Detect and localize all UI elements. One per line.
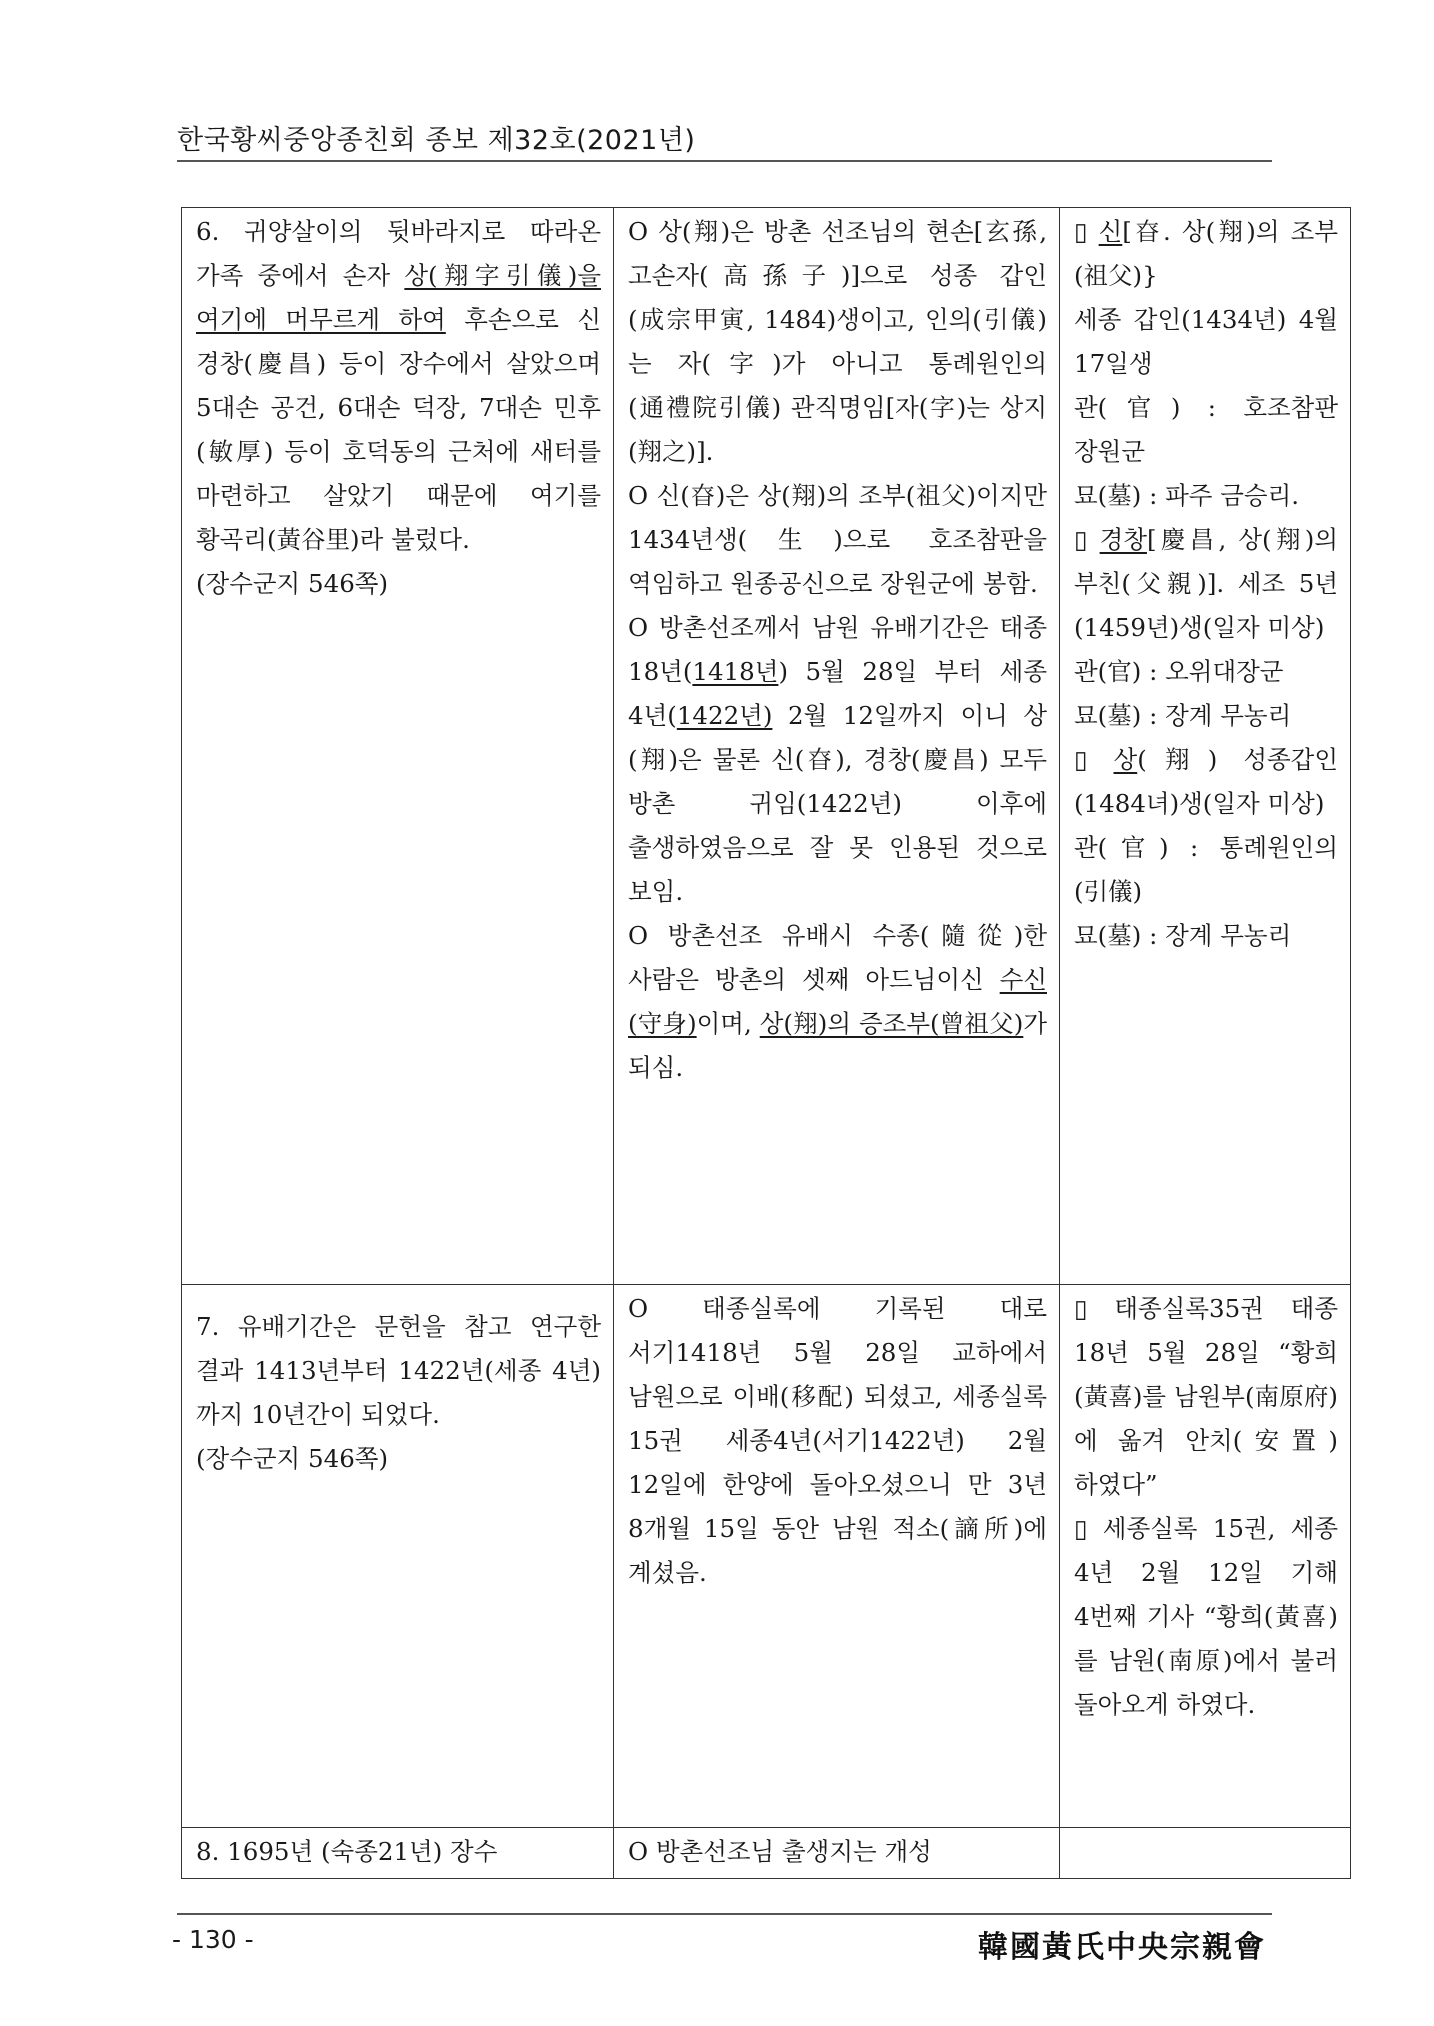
text-run: 묘(墓) : 파주 금승리. xyxy=(1074,481,1300,510)
text-run: [昚. 상(翔)의 조부(祖父)} xyxy=(1074,217,1338,290)
underlined-text: 1418년 xyxy=(692,657,779,686)
paragraph xyxy=(1074,474,1338,518)
underlined-text: 상(翔字引儀)을 여기에 머무르게 하여 xyxy=(196,261,601,334)
paragraph xyxy=(196,1437,601,1481)
paragraph xyxy=(1074,298,1338,386)
text-run: 관(官) : 오위대장군 xyxy=(1074,657,1284,686)
text-run: O 방촌선조 유배시 수종(隨從)한 사람은 방촌의 셋째 아드님이신 xyxy=(628,921,1047,994)
text-run: O 방촌선조께서 남원 유배기간은 태종 18년( xyxy=(628,613,1047,686)
cell-reference xyxy=(1060,1285,1351,1828)
underlined-text: 신 xyxy=(1098,217,1123,246)
cell-correction xyxy=(614,208,1060,1285)
text-run: [慶昌, 상(翔)의 부친(父親)]. 세조 5년(1459년)생(일자 미상) xyxy=(1074,525,1338,642)
cell-correction xyxy=(614,1285,1060,1828)
text-run: (장수군지 546쪽) xyxy=(196,1444,389,1473)
paragraph xyxy=(196,210,601,562)
text-run: 세종 갑인(1434년) 4월 17일생 xyxy=(1074,305,1338,378)
paragraph xyxy=(628,914,1047,1090)
text-run: 묘(墓) : 장계 무농리 xyxy=(1074,921,1292,950)
text-run: 2월 12일까지 이니 상(翔)은 물론 신(昚), 경창(慶昌) 모두 방촌 귀임(1422년) 이후에 출생하였음으로 잘 못 인용된 것으로 보임. xyxy=(628,701,1047,906)
paragraph xyxy=(628,1830,1047,1874)
text-run: ▯ 세종실록 15권, 세종 4년 2월 12일 기해 4번째 기사 “황희(黃喜)를 남원(南原)에서 불러 돌아오게 하였다. xyxy=(1074,1514,1338,1719)
table-row xyxy=(182,208,1351,1285)
paragraph xyxy=(1074,650,1338,694)
text-run: O 태종실록에 기록된 대로 서기1418년 5월 28일 교하에서 남원으로 이배(移配) 되셨고, 세종실록 15권 세종4년(서기1422년) 2월 12일에 한양에 돌아오셨으니 만 3년 8개월 15일 동안 남원 적소(謫所)에 계셨음. xyxy=(628,1294,1047,1587)
underlined-text: 1422년) xyxy=(676,701,773,730)
text-run: ▯ 태종실록35권 태종 18년 5월 28일 “황희(黃喜)를 남원부(南原府)에 옮겨 안치(安置)하였다” xyxy=(1074,1294,1338,1499)
page-header-title: 한국황씨중앙종친회 종보 제32호(2021년) xyxy=(177,125,696,156)
text-run: 관(官) : 통례원인의(引儀) xyxy=(1074,833,1338,906)
header-divider xyxy=(177,160,1272,162)
paragraph xyxy=(1074,738,1338,826)
cell-original-text xyxy=(182,1285,614,1828)
paragraph xyxy=(1074,694,1338,738)
page-number: - 130 - xyxy=(172,1925,254,1954)
text-run: (장수군지 546쪽) xyxy=(196,569,389,598)
paragraph xyxy=(196,1830,601,1874)
text-run: ▯ xyxy=(1074,745,1114,774)
text-run: ▯ xyxy=(1074,525,1100,554)
text-run: (翔) 성종갑인(1484녀)생(일자 미상) xyxy=(1074,745,1338,818)
cell-original-text xyxy=(182,1828,614,1879)
text-run: 7. 유배기간은 문헌을 참고 연구한 결과 1413년부터 1422년(세종 4년)까지 10년간이 되었다. xyxy=(196,1312,601,1429)
text-run: 관(官) : 호조참판 장원군 xyxy=(1074,393,1338,466)
text-run: O 상(翔)은 방촌 선조님의 현손[玄孫, 고손자(高孫子)]으로 성종 갑인(成宗甲寅, 1484)생이고, 인의(引儀)는 자(字)가 아니고 통례원인의(通禮院引儀) 관직명임[자(字)는 상지(翔之)]. xyxy=(628,217,1047,466)
text-run: ) 5월 28일 부터 세종 4년( xyxy=(628,657,1047,730)
text-run: 가 되심. xyxy=(628,1009,1047,1082)
paragraph xyxy=(196,562,601,606)
comparison-table xyxy=(181,207,1351,1879)
paragraph xyxy=(628,474,1047,606)
paragraph xyxy=(1074,914,1338,958)
paragraph xyxy=(1074,386,1338,474)
text-run: 묘(墓) : 장계 무농리 xyxy=(1074,701,1292,730)
publisher-logo: 韓國黃氏中央宗親會 xyxy=(978,1930,1266,1965)
text-run: ▯ xyxy=(1074,217,1099,246)
footer-divider xyxy=(177,1913,1272,1915)
paragraph xyxy=(1074,1287,1338,1507)
paragraph xyxy=(1074,210,1338,298)
table-row xyxy=(182,1285,1351,1828)
paragraph xyxy=(628,1287,1047,1595)
underlined-text: 상 xyxy=(1113,745,1138,774)
cell-correction xyxy=(614,1828,1060,1879)
underlined-text: 상(翔)의 증조부(曾祖父) xyxy=(759,1009,1024,1038)
text-run: O 신(昚)은 상(翔)의 조부(祖父)이지만 1434년생(生)으로 호조참판을 역임하고 원종공신으로 장원군에 봉함. xyxy=(628,481,1047,598)
underlined-text: 수신(守身) xyxy=(628,965,1047,1038)
paragraph xyxy=(196,1305,601,1437)
underlined-text: 경창 xyxy=(1099,525,1147,554)
text-run: O 방촌선조님 출생지는 개성 xyxy=(628,1837,932,1866)
text-run: 6. 귀양살이의 뒷바라지로 따라온 가족 중에서 손자 xyxy=(196,217,601,290)
cell-reference xyxy=(1060,1828,1351,1879)
paragraph xyxy=(1074,1507,1338,1727)
text-run: 이며, xyxy=(696,1009,760,1038)
paragraph xyxy=(628,606,1047,914)
text-run: 8. 1695년 (숙종21년) 장수 xyxy=(196,1837,498,1866)
paragraph xyxy=(628,210,1047,474)
cell-original-text xyxy=(182,208,614,1285)
paragraph xyxy=(1074,826,1338,914)
text-run: 후손으로 신 경창(慶昌) 등이 장수에서 살았으며 5대손 공건, 6대손 덕장, 7대손 민후(敏厚) 등이 호덕동의 근처에 새터를 마련하고 살았기 때문에 여기를 황곡리(黃谷里)라 불렀다. xyxy=(196,305,601,554)
cell-reference xyxy=(1060,208,1351,1285)
table-row xyxy=(182,1828,1351,1879)
paragraph xyxy=(1074,518,1338,650)
